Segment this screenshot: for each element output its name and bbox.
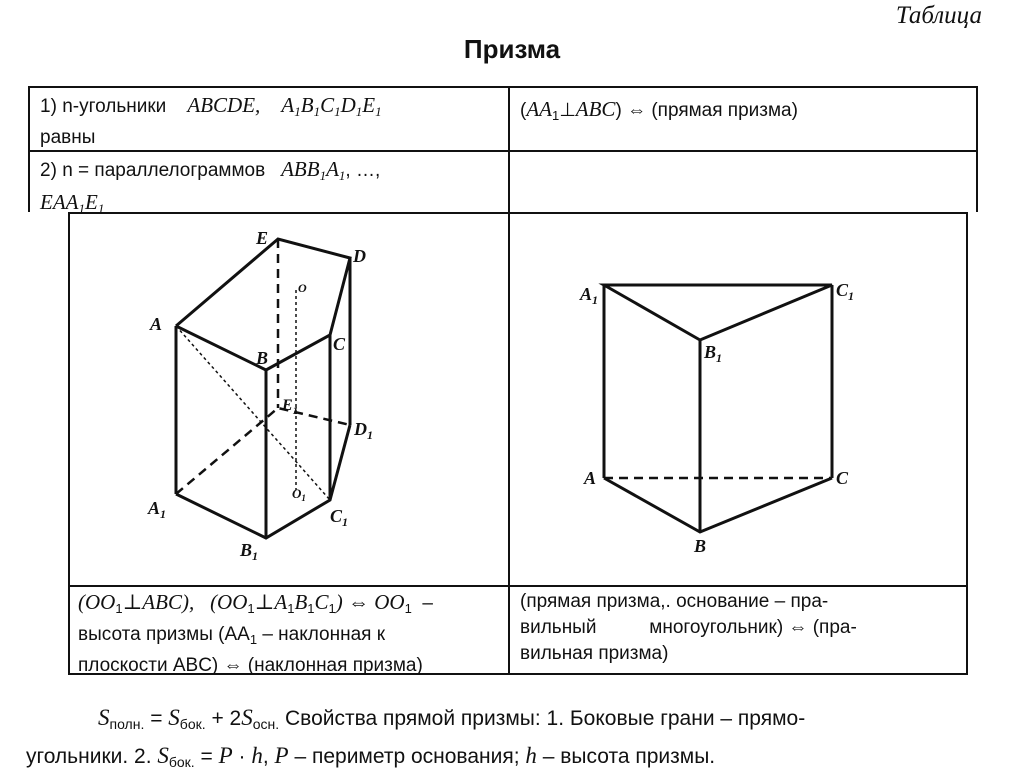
cond1-num: 1) — [40, 96, 57, 117]
caption-right: (прямая призма,. основание – пра- вильный многоугольник) ⇔ (пра- вильная призма) — [520, 591, 857, 664]
oblique-prism-labels — [147, 228, 373, 563]
label-D: D — [353, 246, 366, 266]
label-A: A — [150, 314, 163, 334]
cond2-fig2: $EAA_1E_1$ — [40, 190, 105, 216]
cond1-text2: равны — [40, 127, 96, 148]
cond1-poly1: ABCDE, — [187, 93, 261, 117]
bottom-hidden — [176, 408, 350, 494]
label-D1: $D_1$ — [354, 419, 373, 442]
page-title: Призма — [463, 34, 561, 64]
oblique-prism — [176, 239, 350, 538]
bottom-visible-right — [604, 478, 832, 532]
cond1-text: n-угольники — [62, 96, 167, 117]
label-A1-right: $A_1$ — [580, 284, 599, 307]
right-prism — [604, 285, 832, 532]
bottom-visible — [176, 425, 350, 538]
cond2-num: 2) — [40, 160, 57, 181]
cond1-poly2: $A_1B_1C_1D_1E_1$ — [281, 93, 382, 119]
cond2-fig1: $ABB_1A_1$ — [281, 157, 346, 183]
label-C: C — [333, 334, 346, 354]
label-B: B — [256, 348, 269, 368]
caption-left: $(OO_1\perp ABC)$, $(OO_1\perp A_1B_1C_1)$ ⇔ $OO_1$ – высота призмы ($AA_1$ – наклонная к плоскости ABC) ⇔ (наклонная призма) — [78, 590, 433, 676]
label-A1: $A_1$ — [148, 498, 167, 521]
label-E: E — [256, 228, 269, 248]
label-B1-right: $B_1$ — [704, 342, 723, 365]
equiv-arrow-icon: ⇔ — [627, 100, 647, 121]
label-E1: $E_1$ — [282, 397, 299, 417]
label-C-right: C — [836, 468, 849, 488]
cond2-text: n = параллелограммов — [62, 160, 266, 181]
footer-properties: $S_{полн.} = S_{бок.} + 2S_{осн.}$ Свойства прямой призмы: 1. Боковые грани – прямо- угольники. 2. $S_{бок.} = P \cdot h$, P – периметр основания; h – высота призмы. — [26, 705, 806, 770]
top-triangle — [604, 285, 832, 340]
label-O1: $O_1$ — [292, 486, 306, 503]
label-B1: $B_1$ — [240, 540, 259, 563]
label-C1-right: $C_1$ — [836, 280, 855, 303]
cond2-ellipsis: , …, — [345, 160, 381, 181]
label-B-right: B — [694, 536, 707, 556]
label-O: O — [298, 281, 307, 295]
label-C1: $C_1$ — [330, 506, 349, 529]
right-prism-labels — [579, 280, 854, 556]
table-label: Таблица — [895, 2, 982, 29]
label-A-right: A — [584, 468, 597, 488]
right-condition-1: $(AA_1\perp ABC)$ ⇔ (прямая призма) — [520, 97, 798, 123]
